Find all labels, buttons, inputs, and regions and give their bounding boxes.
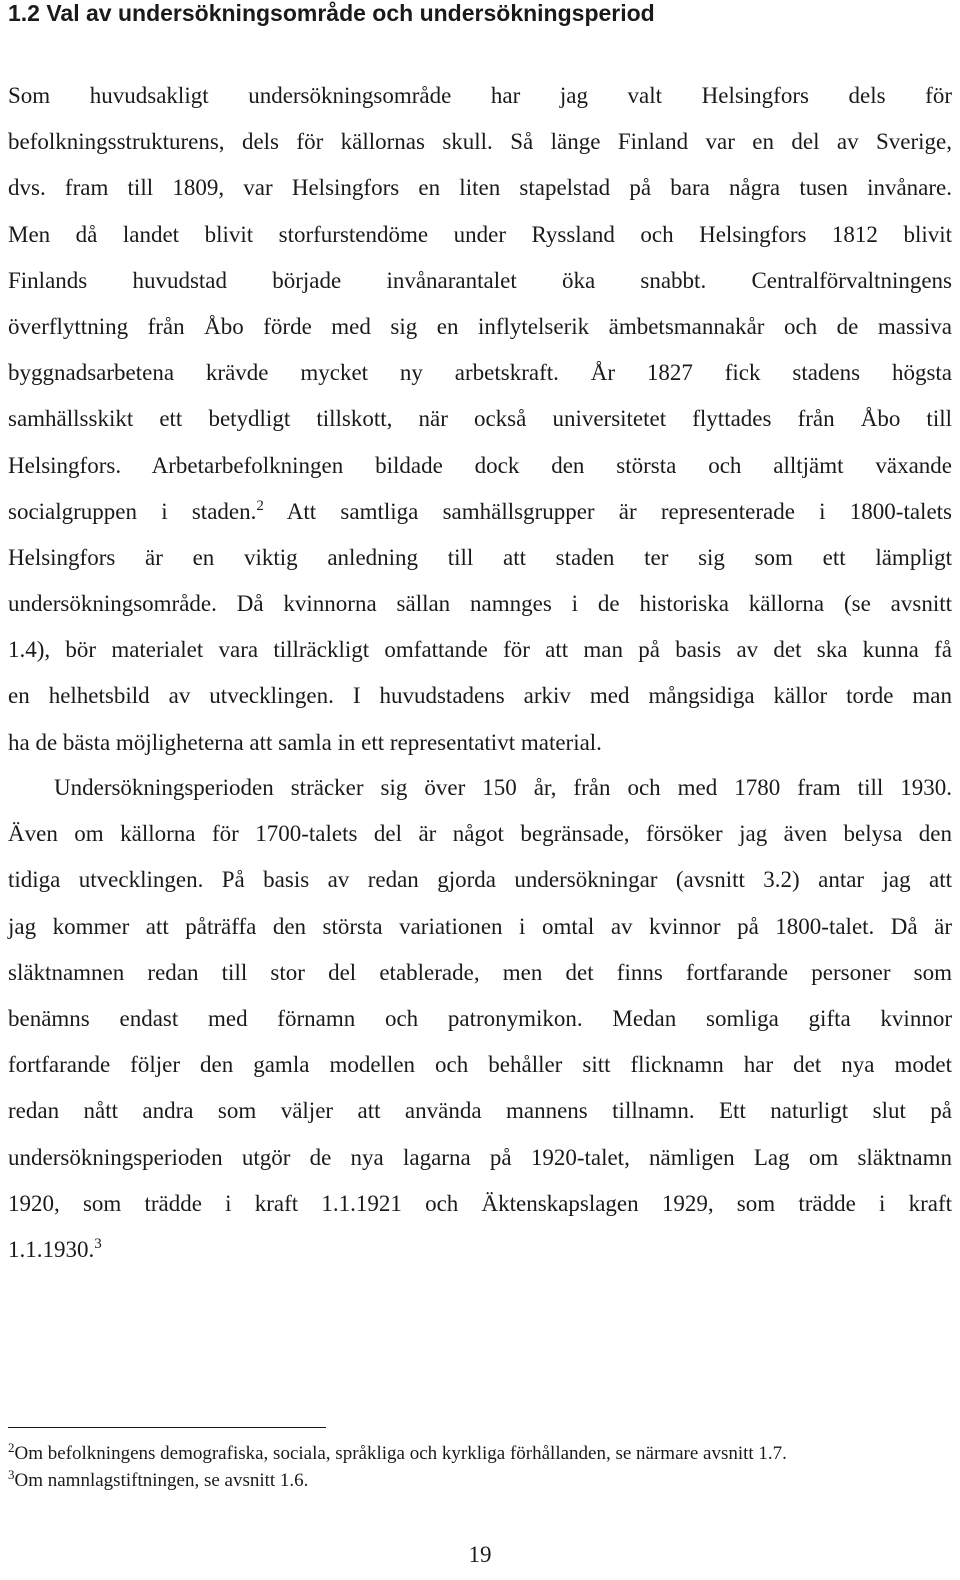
footnote-ref: 3 xyxy=(94,1235,102,1252)
text-line: befolkningsstrukturens, dels för källornas skull. Så länge Finland var en del av Sverige, xyxy=(8,129,952,155)
text-line: Finlands huvudstad började invånarantalet öka snabbt. Centralförvaltningens xyxy=(8,267,952,293)
text-line: överflyttning från Åbo förde med sig en inflytelserik ämbetsmannakår och de massiva xyxy=(8,313,952,339)
text-line: undersökningsperioden utgör de nya lagarna på 1920-talet, nämligen Lag om släktnamn xyxy=(8,1144,952,1170)
footnote-text: Om namnlagstiftningen, se avsnitt 1.6. xyxy=(14,1470,309,1491)
footnote-text: Om befolkningens demografiska, sociala, språkliga och kyrkliga förhållanden, se närmare avsnitt 1.7. xyxy=(14,1443,787,1464)
text-line: redan nått andra som väljer att använda mannens tillnamn. Ett naturligt slut på xyxy=(8,1098,952,1124)
footnote-number: 2 xyxy=(8,1440,15,1455)
text-line: tidiga utvecklingen. På basis av redan gjorda undersökningar (avsnitt 3.2) antar jag att xyxy=(8,867,952,893)
text-line xyxy=(8,1227,952,1273)
text-line xyxy=(8,489,952,535)
footnote-ref: 2 xyxy=(256,497,264,514)
text-line: Som huvudsakligt undersökningsområde har jag valt Helsingfors dels för xyxy=(8,83,952,108)
footnote-3 xyxy=(8,1467,952,1494)
text-line: en helhetsbild av utvecklingen. I huvudstadens arkiv med mångsidiga källor torde man xyxy=(8,683,952,709)
text-line: Undersökningsperioden sträcker sig över 150 år, från och med 1780 fram till 1930. xyxy=(54,775,952,800)
page-number: 19 xyxy=(468,1542,492,1567)
text-line: fortfarande följer den gamla modellen och behåller sitt flicknamn har det nya modet xyxy=(8,1052,952,1078)
line-text: 1.1.1930. xyxy=(8,1236,95,1262)
text-line: samhällsskikt ett betydligt tillskott, när också universitetet flyttades från Åbo till xyxy=(8,406,952,432)
footnote-number: 3 xyxy=(8,1467,15,1482)
text-line: undersökningsområde. Då kvinnorna sällan namnges i de historiska källorna (se avsnitt xyxy=(8,591,952,617)
text-line: byggnadsarbetena krävde mycket ny arbetskraft. År 1827 fick stadens högsta xyxy=(8,360,952,386)
text-line: 1920, som trädde i kraft 1.1.1921 och Äktenskapslagen 1929, som trädde i kraft xyxy=(8,1190,952,1216)
text-line: Helsingfors. Arbetarbefolkningen bildade dock den största och alltjämt växande xyxy=(8,452,952,478)
line-text: socialgruppen i staden. xyxy=(8,498,257,524)
text-line: ha de bästa möjligheterna att samla in ett representativt material. xyxy=(8,729,602,755)
text-line: jag kommer att påträffa den största variationen i omtal av kvinnor på 1800-talet. Då är xyxy=(8,913,952,939)
line-text-continued: Att samtliga samhällsgrupper är representerade i 1800-talets xyxy=(263,498,952,524)
text-line: släktnamnen redan till stor del etablerade, men det finns fortfarande personer som xyxy=(8,959,952,985)
footnotes xyxy=(8,1440,952,1494)
text-line: benämns endast med förnamn och patronymikon. Medan somliga gifta kvinnor xyxy=(8,1005,952,1031)
text-line: dvs. fram till 1809, var Helsingfors en liten stapelstad på bara några tusen invånare. xyxy=(8,175,952,201)
footnote-2 xyxy=(8,1440,952,1467)
text-line: Helsingfors är en viktig anledning till att staden ter sig som ett lämpligt xyxy=(8,544,952,570)
paragraph-undersokningsperiod xyxy=(8,765,952,1273)
paragraph-undersokningsomrade xyxy=(8,73,952,766)
text-line: 1.4), bör materialet vara tillräckligt omfattande för att man på basis av det ska kunna få xyxy=(8,637,952,663)
text-line: Men då landet blivit storfurstendöme under Ryssland och Helsingfors 1812 blivit xyxy=(8,221,952,247)
text-line: Även om källorna för 1700-talets del är något begränsade, försöker jag även belysa den xyxy=(8,821,952,847)
section-heading: 1.2 Val av undersökningsområde och undersökningsperiod xyxy=(8,0,655,26)
footnote-separator xyxy=(8,1427,326,1428)
